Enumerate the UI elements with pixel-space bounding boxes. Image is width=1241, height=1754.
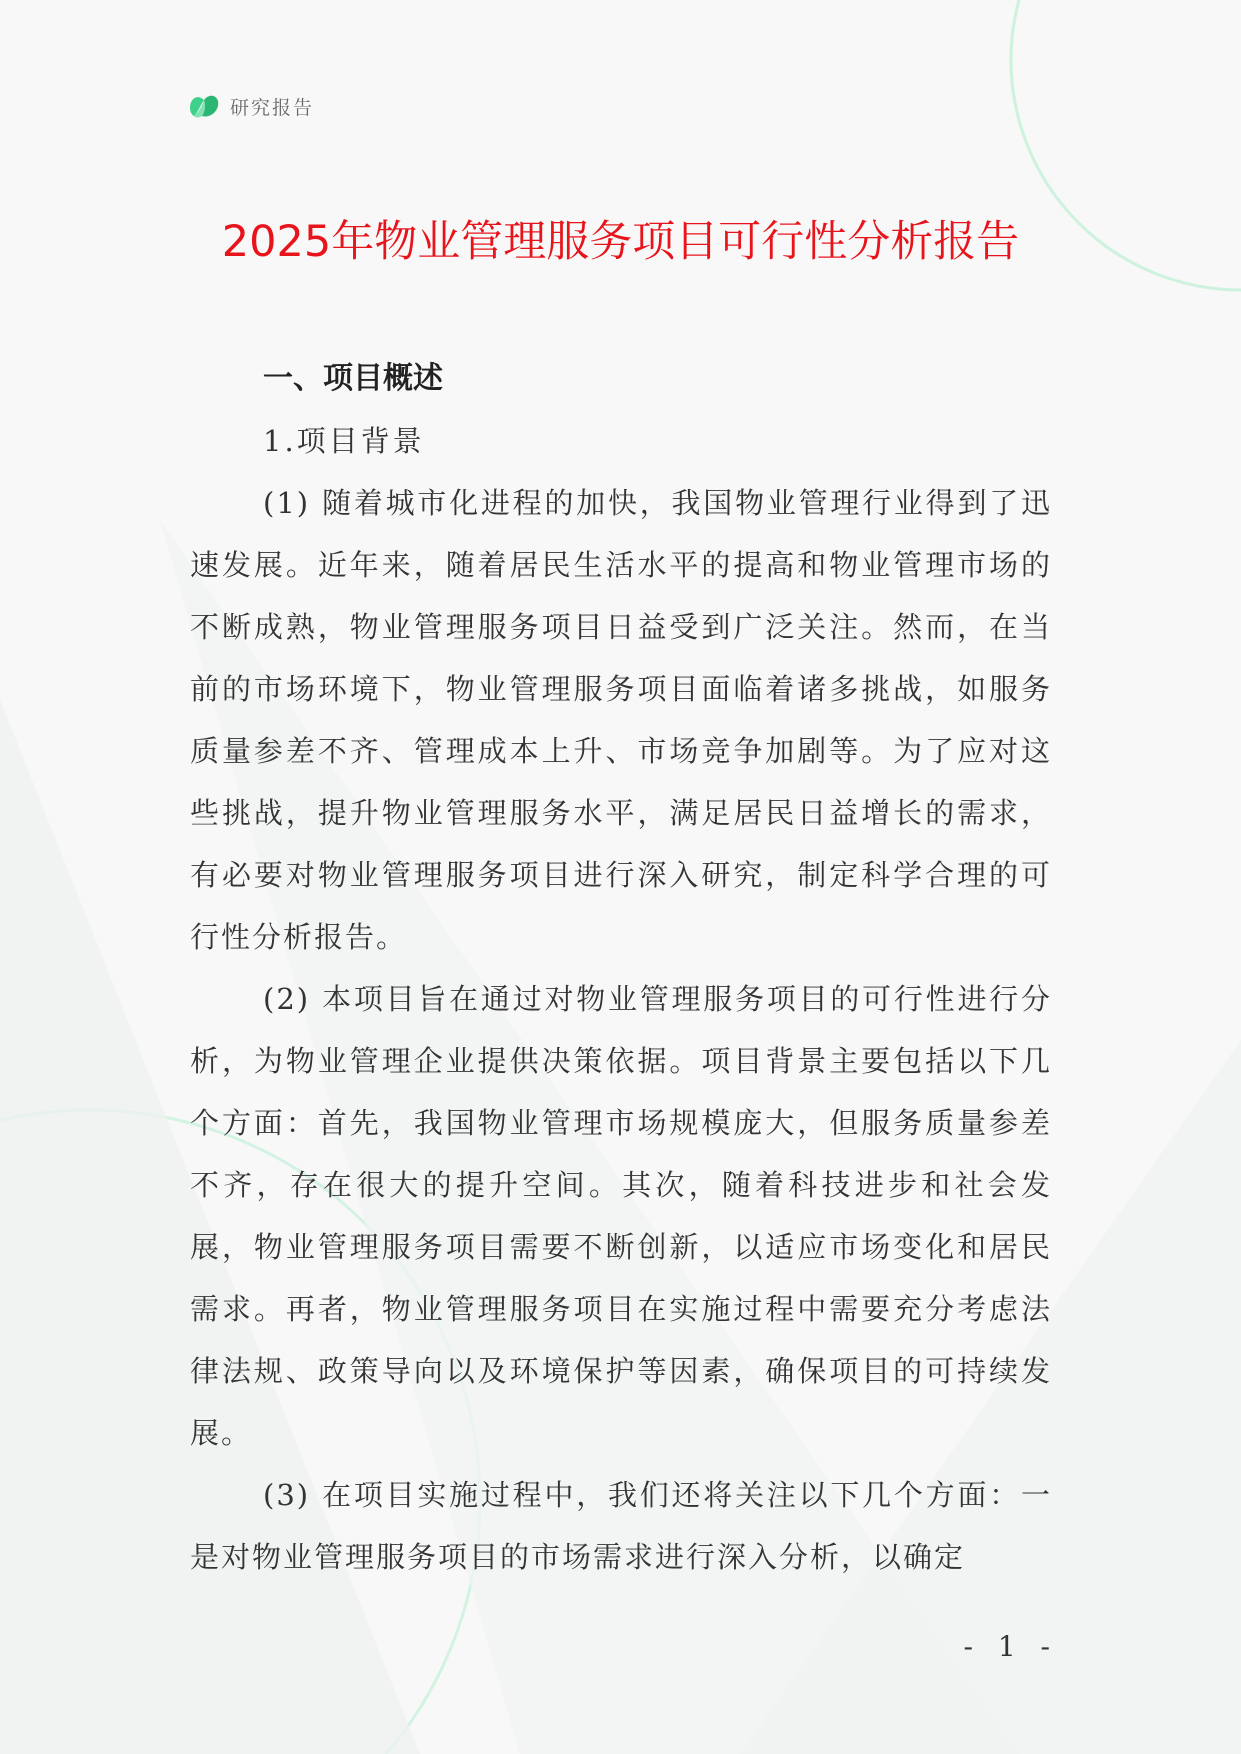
paragraph-2: (2) 本项目旨在通过对物业管理服务项目的可行性进行分析，为物业管理企业提供决策依据。项目背景主要包括以下几个方面：首先，我国物业管理市场规模庞大，但服务质量参差不齐，存在很大的提升空间。其次，随着科技进步和社会发展，物业管理服务项目需要不断创新，以适应市场变化和居民需求。再者，物业管理服务项目在实施过程中需要充分考虑法律法规、政策导向以及环境保护等因素，确保项目的可持续发展。 — [190, 982, 1052, 1450]
paragraph-3: (3) 在项目实施过程中，我们还将关注以下几个方面：一是对物业管理服务项目的市场需求进行深入分析，以确定 — [190, 1478, 1052, 1574]
document-body — [190, 348, 1052, 1588]
report-header — [186, 88, 314, 124]
header-label: 研究报告 — [230, 96, 315, 119]
page-number: - 1 - — [963, 1630, 1058, 1663]
leaf-logo-icon — [186, 88, 222, 124]
document-title: 2025年物业管理服务项目可行性分析报告 — [221, 217, 1020, 267]
paragraph-1: (1) 随着城市化进程的加快，我国物业管理行业得到了迅速发展。近年来，随着居民生活水平的提高和物业管理市场的不断成熟，物业管理服务项目日益受到广泛关注。然而，在当前的市场环境下，物业管理服务项目面临着诸多挑战，如服务质量参差不齐、管理成本上升、市场竞争加剧等。为了应对这些挑战，提升物业管理服务水平，满足居民日益增长的需求，有必要对物业管理服务项目进行深入研究，制定科学合理的可行性分析报告。 — [190, 486, 1052, 954]
section-heading: 一、项目概述 — [263, 361, 443, 396]
subsection-heading: 1.项目背景 — [263, 424, 425, 458]
